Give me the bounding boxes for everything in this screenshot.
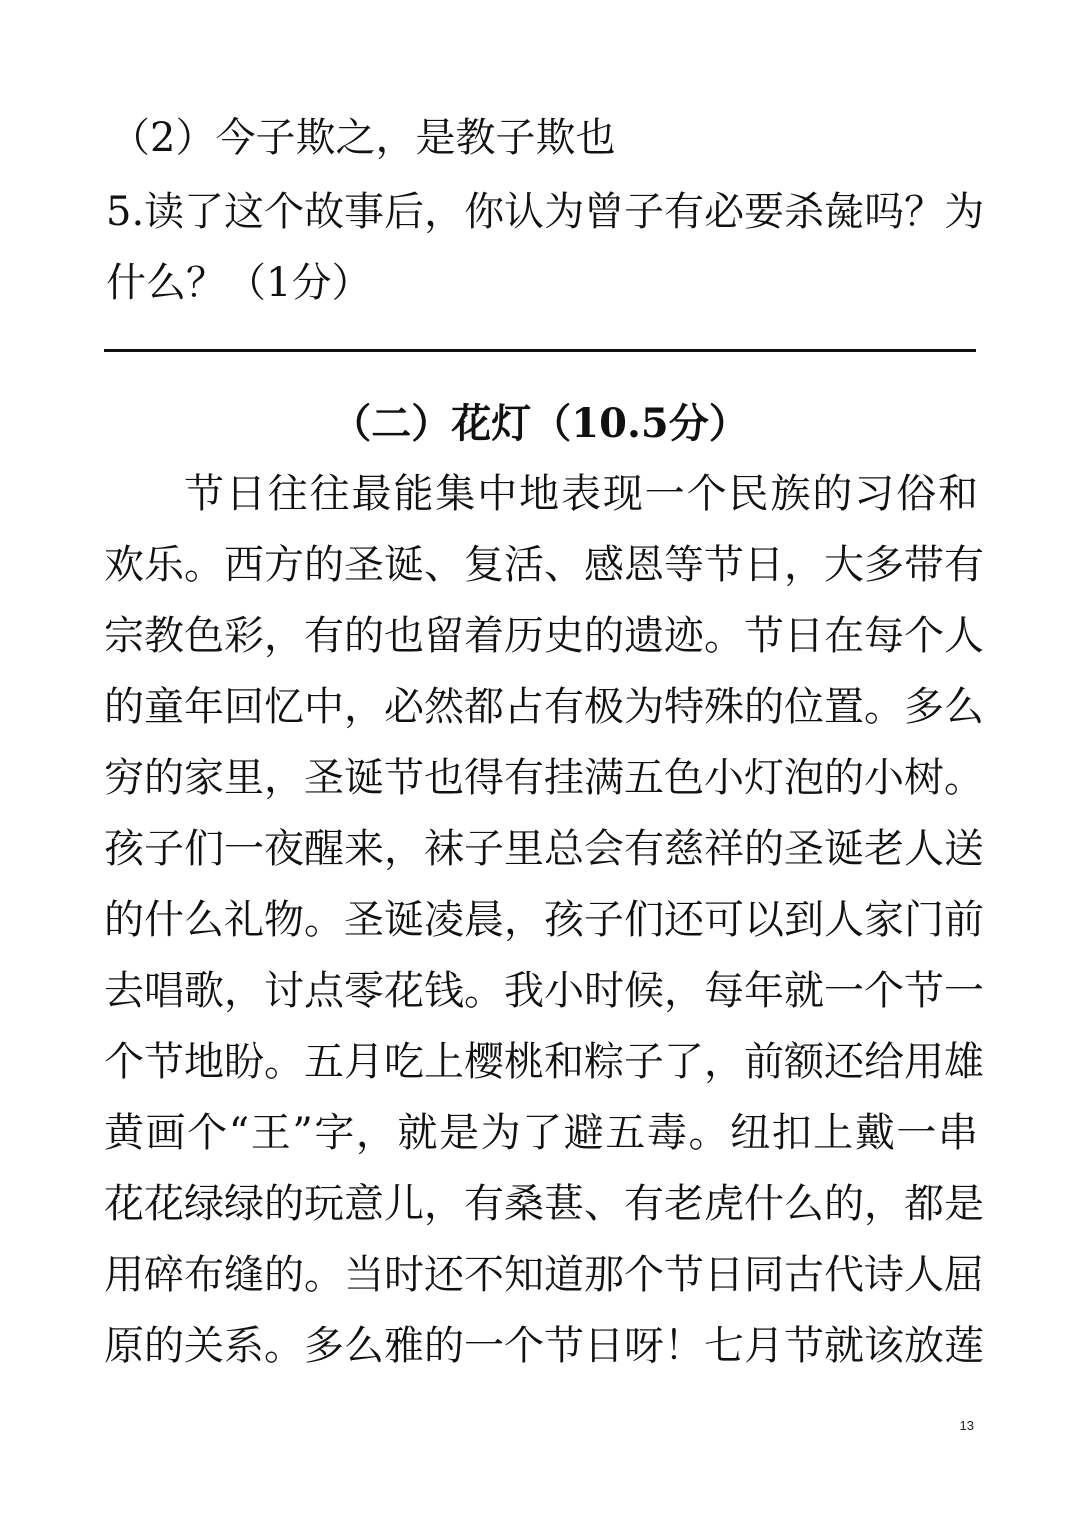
passage-line: 用碎布缝的。当时还不知道那个节日同古代诗人屈 xyxy=(104,1252,984,1298)
page-number: 13 xyxy=(959,1418,974,1433)
passage-line: 穷的家里，圣诞节也得有挂满五色小灯泡的小树。 xyxy=(104,755,984,801)
passage-line: 原的关系。多么雅的一个节日呀！七月节就该放莲 xyxy=(104,1323,984,1369)
question-5-line-1: 5.读了这个故事后，你认为曾子有必要杀彘吗？为 xyxy=(106,189,985,235)
passage-line: 孩子们一夜醒来，袜子里总会有慈祥的圣诞老人送 xyxy=(104,826,984,872)
passage-line: 节日往往最能集中地表现一个民族的习俗和 xyxy=(184,471,978,517)
passage-line: 去唱歌，讨点零花钱。我小时候，每年就一个节一 xyxy=(104,968,984,1014)
passage-line: 欢乐。西方的圣诞、复活、感恩等节日，大多带有 xyxy=(104,542,984,588)
passage-line: 的童年回忆中，必然都占有极为特殊的位置。多么 xyxy=(104,684,984,730)
passage-line: 个节地盼。五月吃上樱桃和粽子了，前额还给用雄 xyxy=(104,1039,984,1085)
section-title: （二）花灯（10.5分） xyxy=(331,400,749,447)
question-5-line-2: 什么？（1分） xyxy=(106,260,372,306)
passage-line: 的什么礼物。圣诞凌晨，孩子们还可以到人家门前 xyxy=(104,897,984,943)
answer-item-2: （2）今子欺之，是教子欺也 xyxy=(110,115,616,161)
answer-line xyxy=(104,349,976,352)
passage-line: 宗教色彩，有的也留着历史的遗迹。节日在每个人 xyxy=(104,613,984,659)
passage-line: 花花绿绿的玩意儿，有桑葚、有老虎什么的，都是 xyxy=(104,1181,984,1227)
passage-line: 黄画个“王”字，就是为了避五毒。纽扣上戴一串 xyxy=(104,1110,978,1156)
